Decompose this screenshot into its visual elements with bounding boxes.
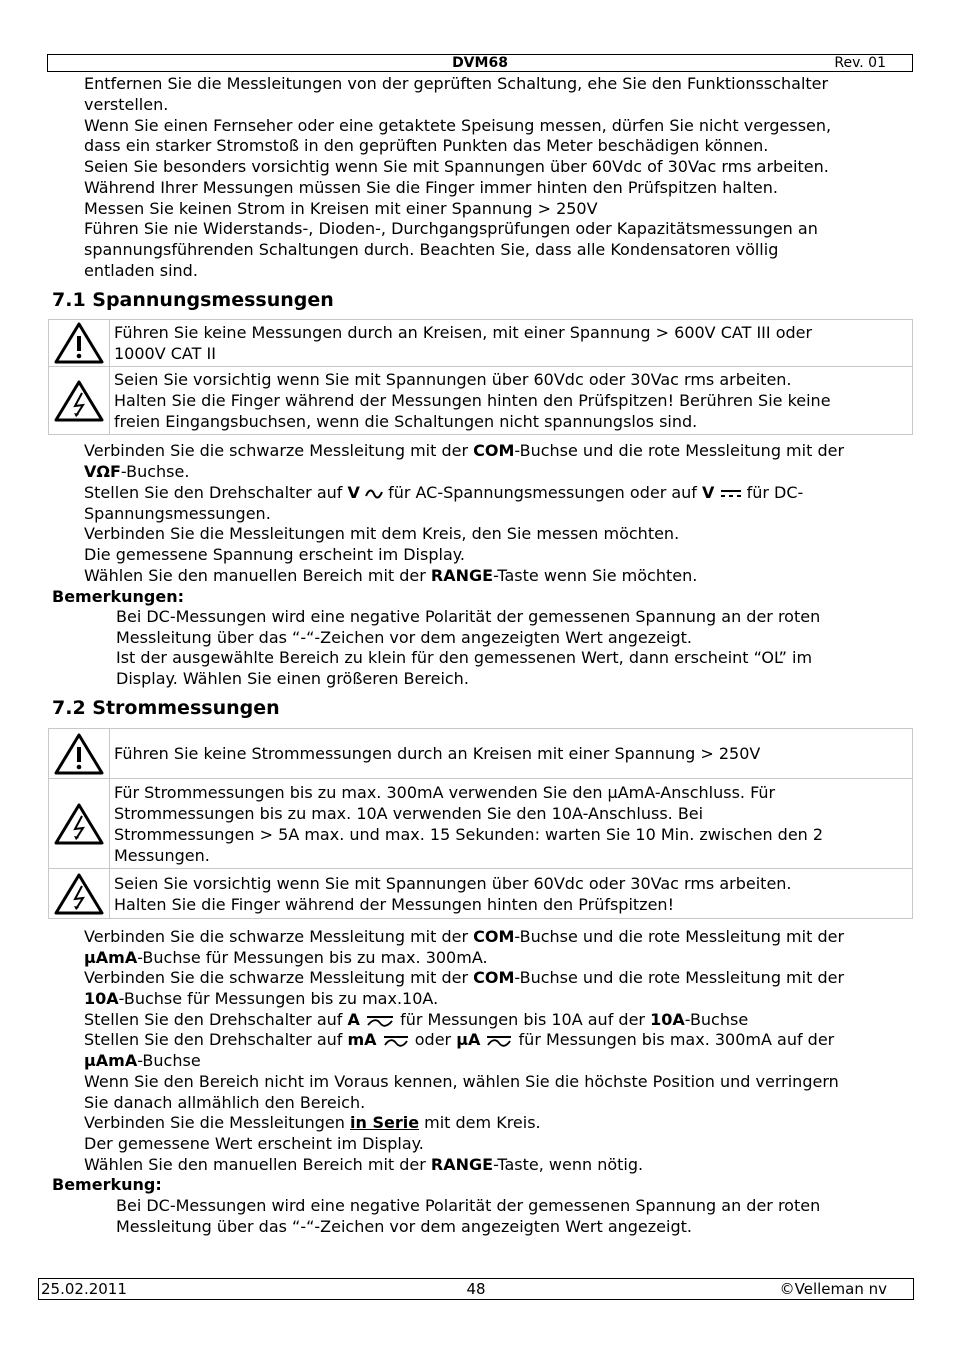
warning-text: Für Strommessungen bis zu max. 300mA verwenden Sie den µAmA-Anschluss. Für Strommessungen bis zu max. 10A verwenden Sie den 10A-Anschluss. Bei Strommessungen > 5A max. und max. 15 Sekunden: warten Sie 10 Min. zwischen den 2 Messungen. — [110, 779, 913, 869]
step-line: µAmA-Buchse — [84, 1051, 201, 1070]
intro-line: spannungsführenden Schaltungen durch. Beachten Sie, dass alle Kondensatoren völlig — [84, 240, 779, 259]
warning-cell — [49, 779, 110, 869]
step-line: Verbinden Sie die Messleitungen mit dem Kreis, den Sie messen möchten. — [84, 524, 680, 543]
warning-text: Seien Sie vorsichtig wenn Sie mit Spannungen über 60Vdc oder 30Vac rms arbeiten. Halten Sie die Finger während der Messungen hinten den Prüfspitzen! — [110, 869, 913, 919]
step-line: Wählen Sie den manuellen Bereich mit der RANGE-Taste, wenn nötig. — [84, 1155, 644, 1174]
doc-revision: Rev. 01 — [834, 55, 886, 71]
intro-line: entladen sind. — [84, 261, 198, 280]
page-footer — [38, 1278, 914, 1300]
high-voltage-triangle-icon — [53, 802, 105, 846]
acdc-symbol-icon — [485, 1034, 513, 1048]
step-line: Wenn Sie den Bereich nicht im Voraus kennen, wählen Sie die höchste Position und verringern — [84, 1072, 839, 1091]
high-voltage-triangle-icon — [53, 379, 105, 423]
warning-table-7-1 — [48, 319, 913, 435]
step-line: µAmA-Buchse für Messungen bis zu max. 300mA. — [84, 948, 488, 967]
step-line: Spannungsmessungen. — [84, 504, 271, 523]
note-line: Bei DC-Messungen wird eine negative Polarität der gemessenen Spannung an der roten — [116, 1196, 821, 1215]
footer-copyright: ©Velleman nv — [779, 1280, 887, 1298]
step-line: Stellen Sie den Drehschalter auf A für Messungen bis 10A auf der 10A-Buchse — [84, 1010, 749, 1029]
step-line: Verbinden Sie die schwarze Messleitung mit der COM-Buchse und die rote Messleitung mit der — [84, 441, 845, 460]
intro-line: Führen Sie nie Widerstands-, Dioden-, Durchgangsprüfungen oder Kapazitätsmessungen an — [84, 219, 818, 238]
ac-symbol-icon — [365, 488, 383, 500]
step-line: Verbinden Sie die schwarze Messleitung mit der COM-Buchse und die rote Messleitung mit der — [84, 968, 845, 987]
step-line: Der gemessene Wert erscheint im Display. — [84, 1134, 424, 1153]
doc-title: DVM68 — [452, 55, 508, 71]
caution-triangle-icon — [53, 321, 105, 365]
intro-line: Wenn Sie einen Fernseher oder eine getaktete Speisung messen, dürfen Sie nicht vergessen, — [84, 116, 832, 135]
step-line: 10A-Buchse für Messungen bis zu max.10A. — [84, 989, 439, 1008]
warning-table-7-2 — [48, 728, 913, 919]
step-line: VΩF-Buchse. — [84, 462, 190, 481]
note-line: Bei DC-Messungen wird eine negative Polarität der gemessenen Spannung an der roten — [116, 607, 821, 626]
step-line: Stellen Sie den Drehschalter auf V für AC-Spannungsmessungen oder auf V für DC- — [84, 483, 804, 502]
step-line: Wählen Sie den manuellen Bereich mit der RANGE-Taste wenn Sie möchten. — [84, 566, 698, 585]
section-heading-7-1: 7.1 Spannungsmessungen — [52, 289, 334, 311]
step-line: Stellen Sie den Drehschalter auf mA oder µA für Messungen bis max. 300mA auf der — [84, 1030, 835, 1049]
intro-line: Messen Sie keinen Strom in Kreisen mit einer Spannung > 250V — [84, 199, 598, 218]
warning-text: Führen Sie keine Strommessungen durch an Kreisen mit einer Spannung > 250V — [110, 729, 913, 779]
intro-line: Seien Sie besonders vorsichtig wenn Sie mit Spannungen über 60Vdc of 30Vac rms arbeiten. — [84, 157, 829, 176]
caution-triangle-icon — [53, 732, 105, 776]
note-label: Bemerkung: — [52, 1175, 162, 1194]
note-line: Messleitung über das “-“-Zeichen vor dem angezeigten Wert angezeigt. — [116, 628, 692, 647]
step-line: Die gemessene Spannung erscheint im Display. — [84, 545, 466, 564]
step-line: Verbinden Sie die Messleitungen in Serie mit dem Kreis. — [84, 1113, 541, 1132]
notes-label: Bemerkungen: — [52, 587, 184, 606]
warning-cell — [49, 729, 110, 779]
note-line: Display. Wählen Sie einen größeren Bereich. — [116, 669, 469, 688]
page-header — [47, 54, 913, 72]
intro-line: dass ein starker Stromstoß in den geprüften Punkten das Meter beschädigen können. — [84, 136, 769, 155]
note-line: Messleitung über das “-“-Zeichen vor dem angezeigten Wert angezeigt. — [116, 1217, 692, 1236]
footer-date: 25.02.2011 — [41, 1280, 127, 1298]
warning-cell — [49, 320, 110, 367]
high-voltage-triangle-icon — [53, 872, 105, 916]
page-number: 48 — [466, 1280, 486, 1298]
warning-cell — [49, 869, 110, 919]
dc-symbol-icon — [720, 488, 742, 500]
acdc-symbol-icon — [382, 1034, 410, 1048]
intro-line: Während Ihrer Messungen müssen Sie die Finger immer hinten den Prüfspitzen halten. — [84, 178, 778, 197]
section-heading-7-2: 7.2 Strommessungen — [52, 697, 280, 719]
step-line: Verbinden Sie die schwarze Messleitung mit der COM-Buchse und die rote Messleitung mit der — [84, 927, 845, 946]
warning-cell — [49, 367, 110, 435]
intro-line: verstellen. — [84, 95, 169, 114]
intro-line: Entfernen Sie die Messleitungen von der geprüften Schaltung, ehe Sie den Funktionsschalter — [84, 74, 829, 93]
warning-text: Führen Sie keine Messungen durch an Kreisen, mit einer Spannung > 600V CAT III oder 1000V CAT II — [110, 320, 913, 367]
warning-text: Seien Sie vorsichtig wenn Sie mit Spannungen über 60Vdc oder 30Vac rms arbeiten. Halten Sie die Finger während der Messungen hinten den Prüfspitzen! Berühren Sie keine freien Eingangsbuchsen, wenn die Schaltungen nicht spannungslos sind. — [110, 367, 913, 435]
acdc-symbol-icon — [365, 1014, 395, 1028]
step-line: Sie danach allmählich den Bereich. — [84, 1093, 366, 1112]
note-line: Ist der ausgewählte Bereich zu klein für den gemessenen Wert, dann erscheint “OL” im — [116, 648, 813, 667]
